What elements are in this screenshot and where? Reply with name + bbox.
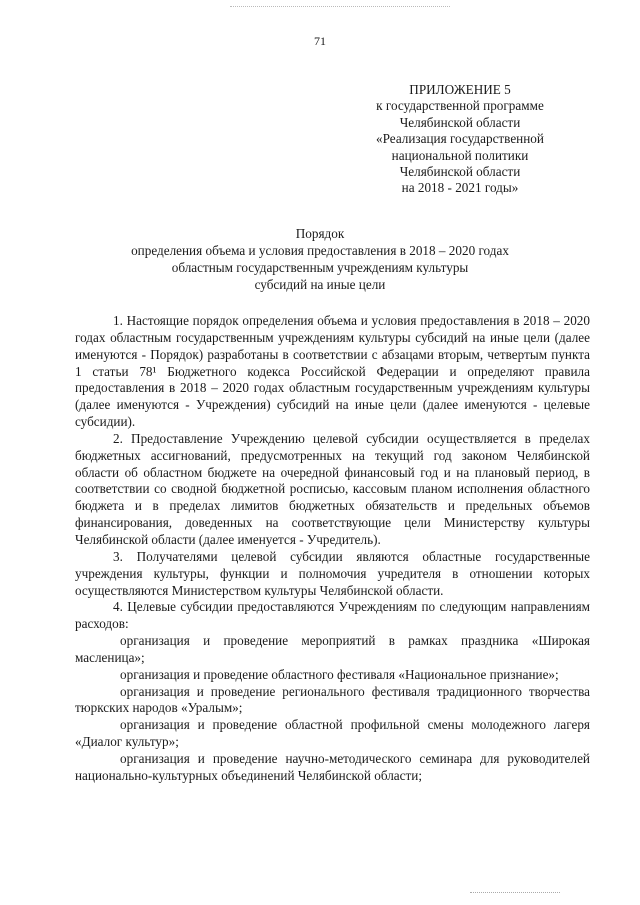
document-body — [75, 313, 590, 785]
appendix-line: национальной политики — [391, 147, 529, 163]
appendix-title: ПРИЛОЖЕНИЕ 5 — [409, 82, 511, 97]
paragraph-1: 1. Настоящие порядок определения объема и условия предоставления в 2018 – 2020 годах областным государственным учреждениям культуры субсидий на иные цели (далее именуются - Порядок) разработаны в соответствии с абзацами вторым, четвертым пункта 1 статьи 78¹ Бюджетного кодекса Российской Федерации и определяют правила предоставления в 2018 – 2020 годах областным государственным учреждениям культуры (далее именуются - Учреждения) субсидий на иные цели (далее именуются - целевые субсидии). — [75, 313, 590, 430]
list-item: организация и проведение областного фестиваля «Национальное признание»; — [120, 666, 559, 682]
paragraph-3: 3. Получателями целевой субсидии являются областные государственные учреждения культуры, функции и полномочия учредителя в отношении которых осуществляются Министерством культуры Челябинской области. — [75, 548, 590, 598]
appendix-line: к государственной программе — [376, 98, 544, 114]
appendix-line: Челябинской области — [399, 164, 521, 180]
scan-bottom-mark — [470, 892, 560, 895]
list-item: организация и проведение областной профильной смены молодежного лагеря «Диалог культур»; — [75, 717, 590, 750]
page-number: 71 — [314, 34, 326, 48]
appendix-line: Челябинской области — [399, 114, 521, 130]
list-item: организация и проведение научно-методического семинара для руководителей национально-культурных объединений Челябинской области; — [75, 750, 590, 783]
list-item: организация и проведение регионального фестиваля традиционного творчества тюркских народов «Уралым»; — [75, 683, 590, 716]
appendix-line: на 2018 - 2021 годы» — [401, 180, 519, 196]
order-title-heading: Порядок — [295, 226, 345, 241]
list-item: организация и проведение мероприятий в рамках праздника «Широкая масленица»; — [75, 633, 590, 665]
appendix-header — [355, 82, 565, 197]
order-title-line: субсидий на иные цели — [254, 277, 386, 292]
order-title-line: определения объема и условия предоставления в 2018 – 2020 годах — [131, 243, 509, 258]
paragraph-4: 4. Целевые субсидии предоставляются Учреждениям по следующим направлениям расходов: — [75, 599, 590, 632]
order-title — [60, 225, 580, 293]
scan-top-mark — [230, 6, 450, 11]
appendix-line: «Реализация государственной — [376, 131, 544, 147]
paragraph-2: 2. Предоставление Учреждению целевой субсидии осуществляется в пределах бюджетных ассигнований, предусмотренных на текущий год законом Челябинской области об областном бюджете на очередной финансовый год и на плановый период, в соответствии со сводной бюджетной росписью, кассовым планом исполнения областного бюджета и в пределах лимитов бюджетных обязательств и предельных объемов финансирования, доведенных на соответствующие цели Министерству культуры Челябинской области (далее именуется - Учредитель). — [75, 430, 590, 547]
order-title-line: областным государственным учреждениям культуры — [171, 260, 469, 275]
